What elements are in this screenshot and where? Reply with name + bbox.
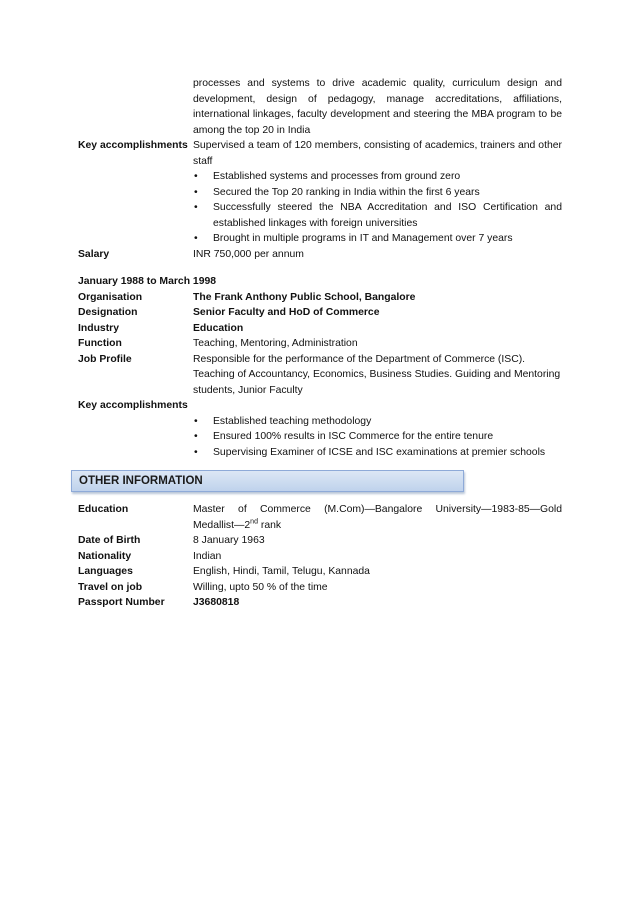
nationality-value: Indian [193,550,222,562]
passport-row [78,595,562,611]
key-accomplishments-intro: Supervised a team of 120 members, consisting of academics, trainers and other staff [193,140,562,167]
job1-profile-text: processes and systems to drive academic quality, curriculum design and development, design of pedagogy, manage accreditations, affiliations, international linkages, faculty development and steering the MBA program to be among the top 20 in India [193,78,562,136]
other-information-heading [71,470,464,492]
dob-row [78,533,562,549]
education-value: Master of Commerce (M.Com)—Bangalore University—1983-85—Gold Medallist—2nd rank [193,504,562,531]
key-accomplishments-label: Key accomplishments [78,400,188,411]
dob-label: Date of Birth [78,535,141,546]
list-item: • Brought in multiple programs in IT and Management over 7 years [193,231,562,247]
organisation-value: The Frank Anthony Public School, Bangalore [193,291,416,303]
passport-value: J3680818 [193,597,240,608]
job-profile-label: Job Profile [78,353,132,365]
designation-value: Senior Faculty and HoD of Commerce [193,307,380,318]
section-title: OTHER INFORMATION [79,475,203,487]
job2-period: January 1988 to March 1998 [78,276,217,287]
industry-row [78,321,562,337]
function-value: Teaching, Mentoring, Administration [193,338,358,349]
organisation-row [78,290,562,306]
list-item: • Secured the Top 20 ranking in India within the first 6 years [193,185,562,201]
function-label: Function [78,338,122,349]
salary-value: INR 750,000 per annum [193,248,304,260]
list-item: • Ensured 100% results in ISC Commerce for the entire tenure [193,429,562,445]
organisation-label: Organisation [78,291,143,303]
languages-row [78,564,562,580]
salary-row [78,247,562,263]
job2-key-accomplishments [78,398,562,414]
list-item: • Established systems and processes from ground zero [193,169,562,185]
passport-label: Passport Number [78,597,165,608]
dob-value: 8 January 1963 [193,535,265,546]
designation-label: Designation [78,307,138,318]
travel-value: Willing, upto 50 % of the time [193,581,328,593]
job1-accomplishment-list [193,169,562,247]
industry-value: Education [193,322,244,334]
nationality-label: Nationality [78,550,132,562]
industry-label: Industry [78,322,119,334]
travel-row [78,580,562,596]
list-item: • Supervising Examiner of ICSE and ISC examinations at premier schools [193,445,562,461]
nationality-row [78,549,562,565]
salary-label: Salary [78,248,110,260]
job2-accomplishment-list [193,414,562,461]
education-label: Education [78,504,129,515]
list-item: • Established teaching methodology [193,414,562,430]
job-profile-row [78,352,562,399]
designation-row [78,305,562,321]
travel-label: Travel on job [78,581,143,593]
education-row [78,502,562,533]
function-row [78,336,562,352]
job-profile-value: Responsible for the performance of the Department of Commerce (ISC). Teaching of Accountancy, Economics, Business Studies. Guiding and Mentoring students, Junior Faculty [193,353,561,396]
job1-key-accomplishments [78,138,562,247]
languages-value: English, Hindi, Tamil, Telugu, Kannada [193,566,370,577]
languages-label: Languages [78,566,133,577]
list-item: • Successfully steered the NBA Accreditation and ISO Certification and established linkages with foreign universities [193,200,562,231]
job1-profile-continuation [78,76,562,138]
key-accomplishments-label: Key accomplishments [78,140,188,151]
resume-page [78,76,562,611]
